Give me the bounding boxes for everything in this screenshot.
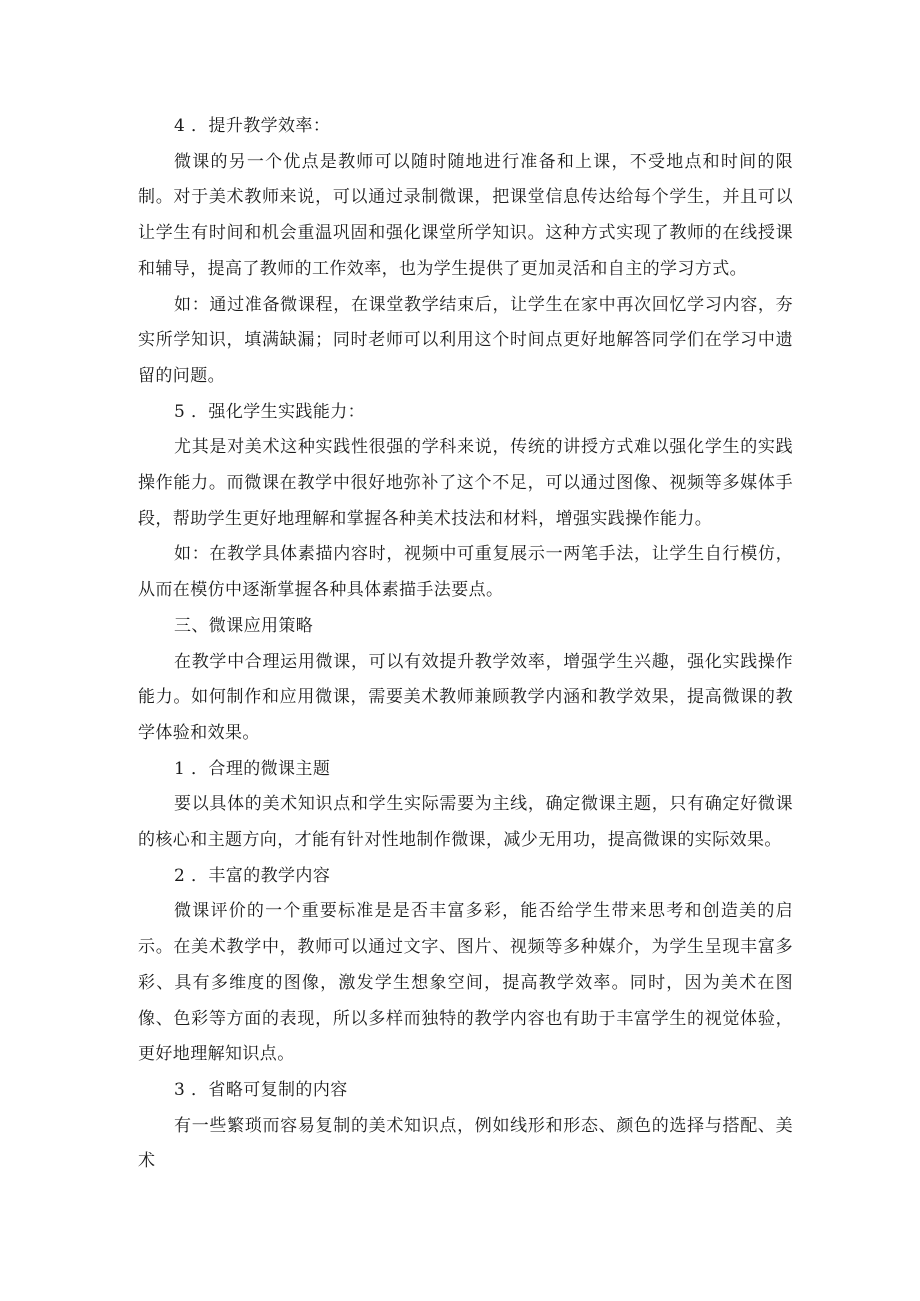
paragraph-practice-skills: 尤其是对美术这种实践性很强的学科来说，传统的讲授方式难以强化学生的实践操作能力。而微课在教学中很好地弥补了这个不足，可以通过图像、视频等多媒体手段，帮助学生更好地理解和掌握各种美术技法和材料，增强实践操作能力。 xyxy=(138,437,793,529)
section-heading-improve-efficiency: 4 ．提升教学效率： xyxy=(174,116,331,136)
document-body xyxy=(138,109,793,1180)
paragraph-omit-copyable: 有一些繁琐而容易复制的美术知识点，例如线形和形态、颜色的选择与搭配、美术 xyxy=(138,1115,793,1172)
paragraph-topic: 要以具体的美术知识点和学生实际需要为主线，确定微课主题，只有确定好微课的核心和主题方向，才能有针对性地制作微课，减少无用功，提高微课的实际效果。 xyxy=(138,794,793,851)
paragraph-microlesson-flexibility: 微课的另一个优点是教师可以随时随地进行准备和上课，不受地点和时间的限制。对于美术教师来说，可以通过录制微课，把课堂信息传达给每个学生，并且可以让学生有时间和机会重温巩固和强化课堂所学知识。这种方式实现了教师的在线授课和辅导，提高了教师的工作效率，也为学生提供了更加灵活和自主的学习方式。 xyxy=(138,151,793,279)
section-heading-practice-ability: 5 ．强化学生实践能力： xyxy=(174,401,366,422)
paragraph-strategies-intro: 在教学中合理运用微课，可以有效提升教学效率，增强学生兴趣，强化实践操作能力。如何制作和应用微课，需要美术教师兼顾教学内涵和教学效果，提高微课的教学体验和效果。 xyxy=(138,651,793,743)
section-heading-topic: 1 ．合理的微课主题 xyxy=(174,758,331,779)
paragraph-example-sketching: 如：在教学具体素描内容时，视频中可重复展示一两笔手法，让学生自行模仿，从而在模仿中逐渐掌握各种具体素描手法要点。 xyxy=(138,544,793,601)
section-heading-rich-content: 2 ．丰富的教学内容 xyxy=(174,865,331,886)
paragraph-rich-content: 微课评价的一个重要标准是是否丰富多彩，能否给学生带来思考和创造美的启示。在美术教学中，教师可以通过文字、图片、视频等多种媒介，为学生呈现丰富多彩、具有多维度的图像，激发学生想象空间，提高教学效率。同时，因为美术在图像、色彩等方面的表现，所以多样而独特的教学内容也有助于丰富学生的视觉体验，更好地理解知识点。 xyxy=(138,901,793,1065)
paragraph-example-review: 如：通过准备微课程，在课堂教学结束后，让学生在家中再次回忆学习内容，夯实所学知识，填满缺漏；同时老师可以利用这个时间点更好地解答同学们在学习中遗留的问题。 xyxy=(138,294,793,386)
chapter-heading-strategies: 三、微课应用策略 xyxy=(174,615,314,636)
section-heading-omit-copyable: 3 ．省略可复制的内容 xyxy=(174,1079,348,1100)
